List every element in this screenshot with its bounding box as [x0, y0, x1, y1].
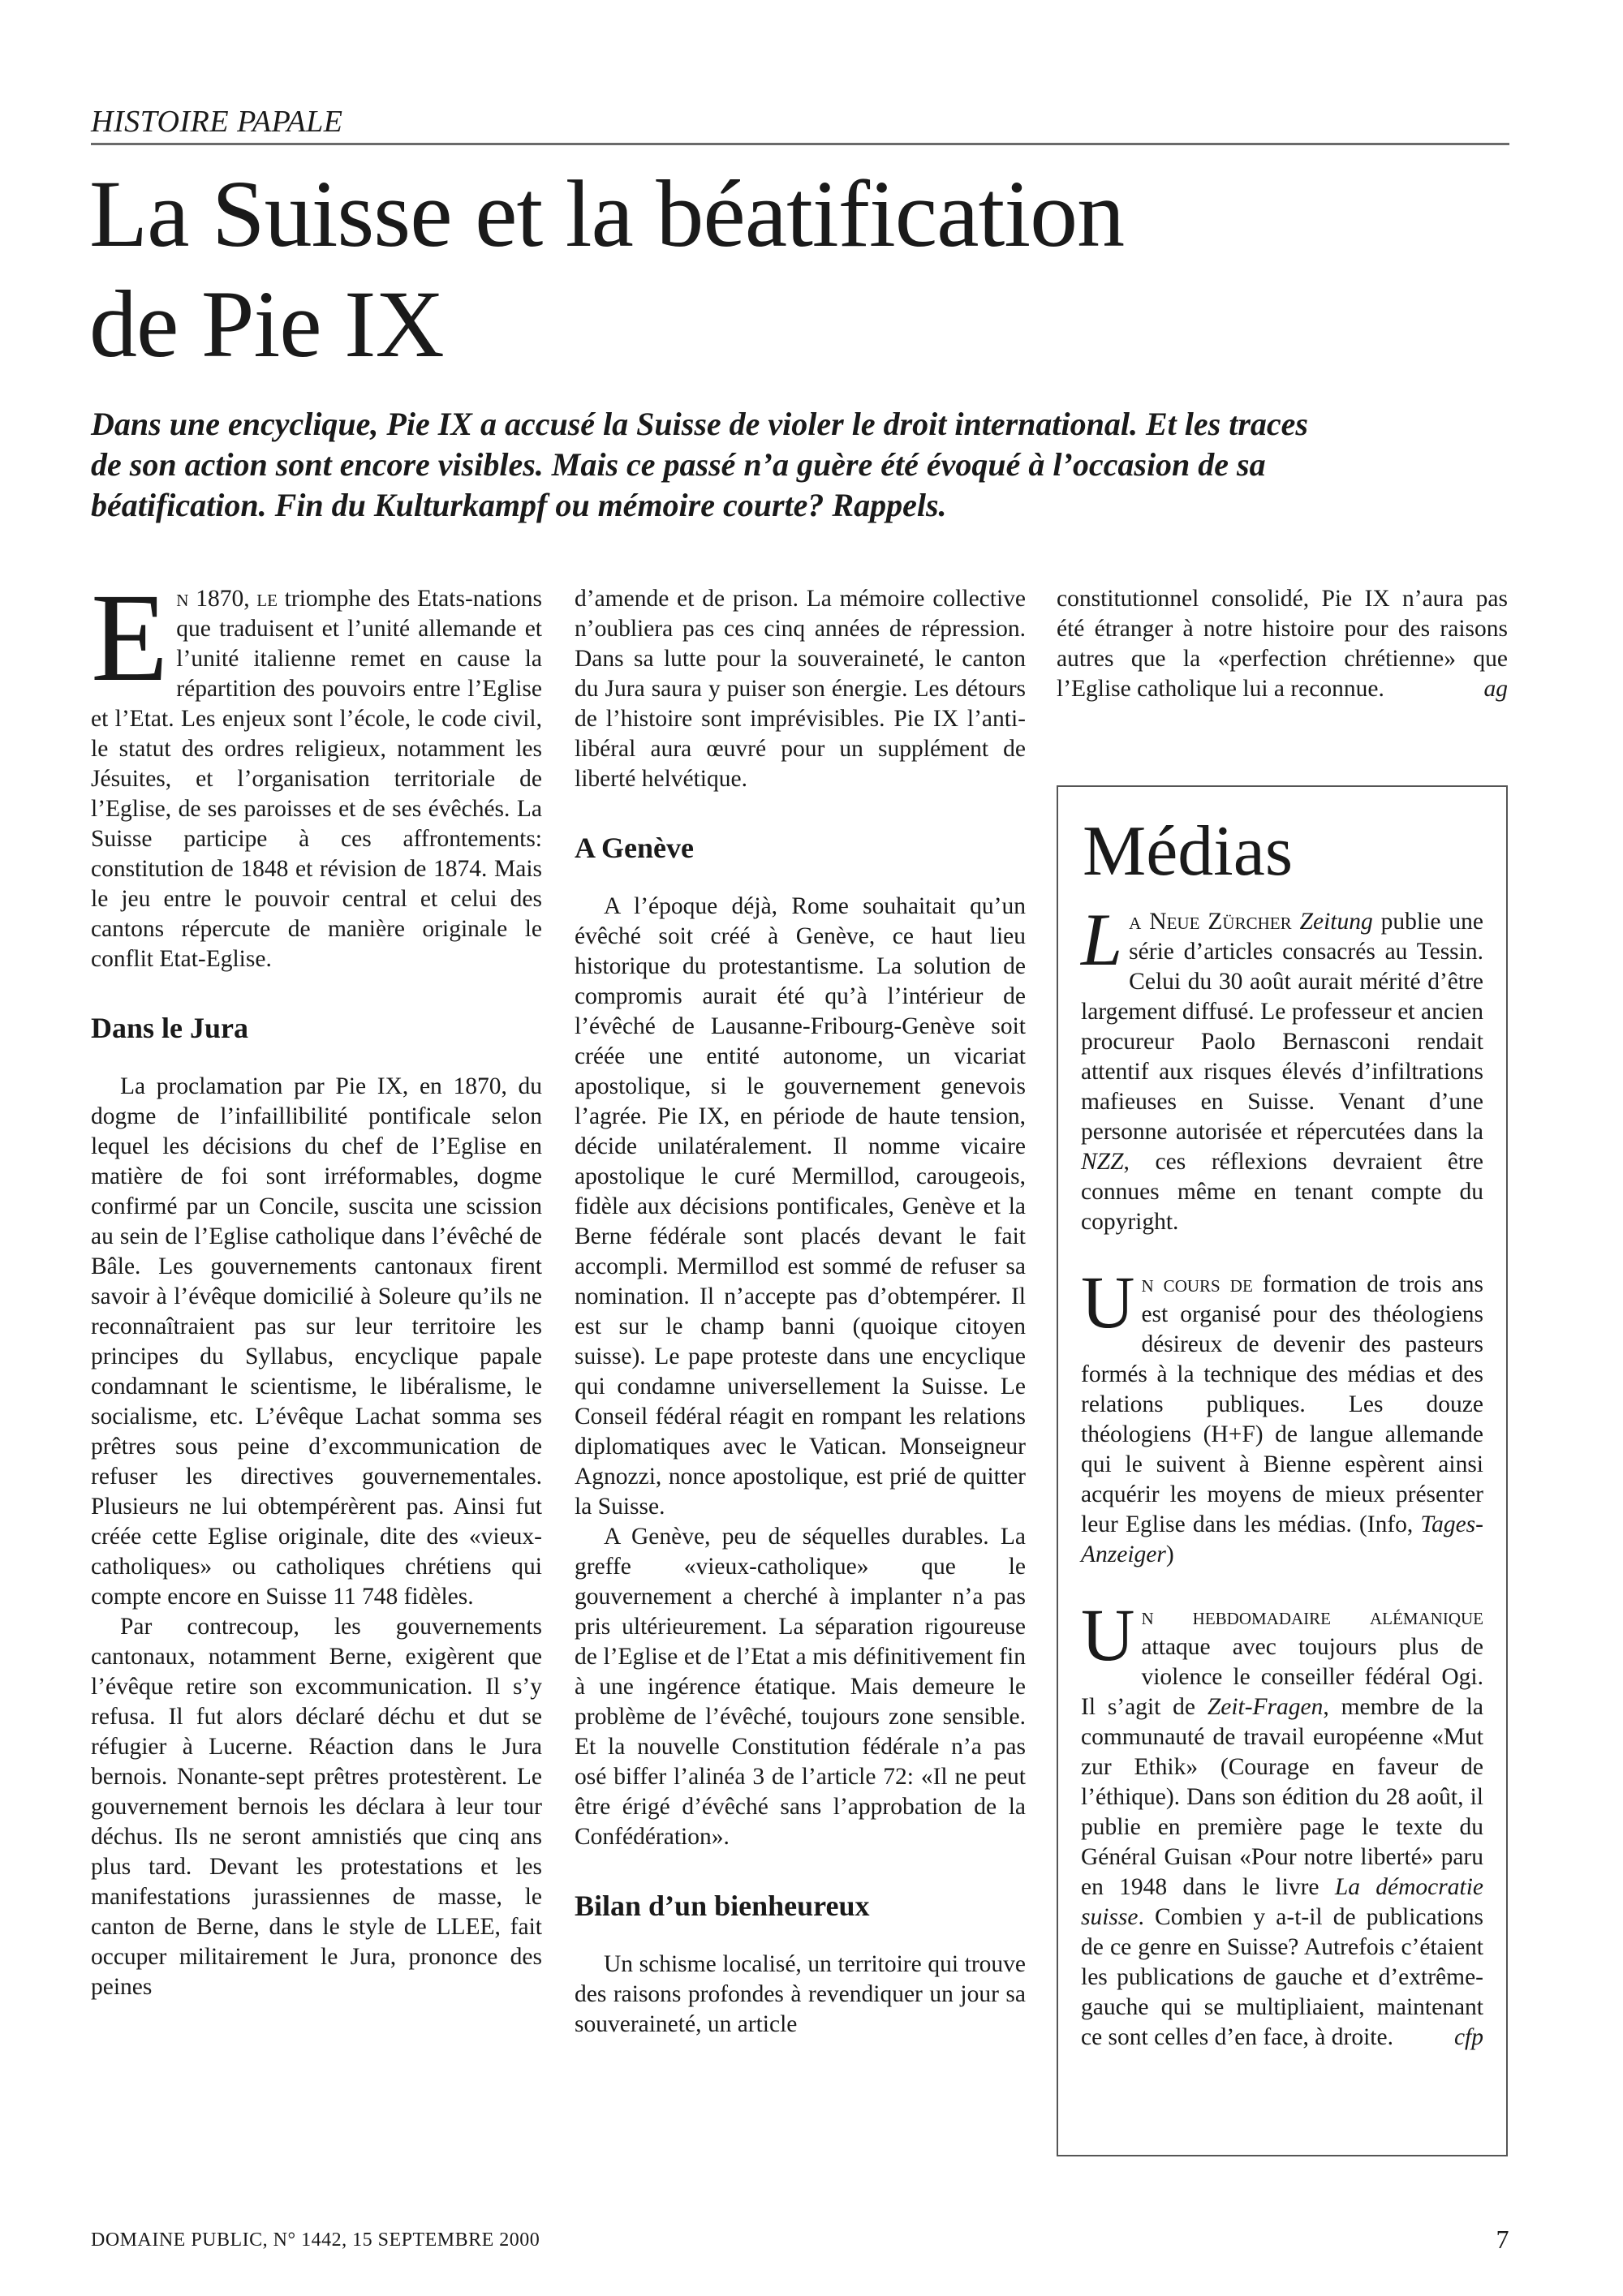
conclusion-text: constitutionnel consolidé, Pie IX n’aura pas été étranger à notre histoire pour des raisons autres que la «perfection chrétienne» que l’Eglise catholique lui a reconnue. — [1057, 586, 1508, 702]
paragraph-geneve-2: A Genève, peu de séquelles durables. La greffe «vieux-catholique» que le gouvernement a cherché à implanter n’a pas pris ultérieurement. La séparation rigoureuse de l’Eglise et de l’Etat a mis définitivement fin à une ingérence étatique. Mais demeure le problème de l’évêché, toujours zone sensible. Et la nouvelle Constitution fédérale n’a pas osé biffer l’alinéa 3 de l’article 72: «Il ne peut être érigé d’évêché sans l’approbation de la Confédération». — [575, 1524, 1026, 1850]
paragraph-continued: d’amende et de prison. La mémoire collective n’oubliera pas ces cinq années de répression. Dans sa lutte pour la souveraineté, le canton du Jura saura y puiser son énergie. Les détours de l’histoire sont imprévisibles. Pie IX l’anti-libéral aura œuvré pour un supplément de liberté helvétique. — [575, 586, 1026, 792]
sidebar-title: Médias — [1083, 812, 1294, 891]
paragraph-jura-1: La proclamation par Pie IX, en 1870, du dogme de l’infaillibilité pontificale selon lequel les décisions du chef de l’Eglise en matière de foi sont irréformables, dogme confirmé par un Concile, suscita une scission au sein de l’Eglise catholique dans l’évêché de Bâle. Les gouvernements cantonaux firent savoir à l’évêque domicilié à Soleure qu’ils ne reconnaîtraient pas sur leur territoire les principes du Syllabus, encyclique papale condamnant le scientisme, le libéralisme, le socialisme, etc. L’évêque Lachat somma ses prêtres sous peine d’excommunication de refuser les directives gouvernementales. Plusieurs ne lui obtempérèrent pas. Ainsi fut créée cette Eglise originale, dite des «vieux-catholiques» ou catholiques chrétiens qui compte encore en Suisse 11 748 fidèles. — [91, 1073, 542, 1610]
drop-cap: L — [1081, 898, 1123, 981]
title-line-1: La Suisse et la béatification — [89, 161, 1125, 267]
title-line-2: de Pie IX — [89, 271, 444, 377]
drop-cap: U — [1081, 1593, 1135, 1676]
paragraph-geneve-1: A l’époque déjà, Rome souhaitait qu’un évêché soit créé à Genève, ce haut lieu historique du protestantisme. La solution de compromis aurait été qu’à l’intérieur de l’évêché de Lausanne-Fribourg-Genève soit créée une entité autonome, un vicariat apostolique, si le gouvernement genevois l’agrée. Pie IX, en période de haute tension, décide unilatéralement. Il nomme vicaire apostolique le curé Mermillod, carougeois, fidèle aux décisions pontificales, Genève et la Berne fédérale sont placés devant le fait accompli. Mermillod est sommé de refuser sa nomination. Il n’accepte pas d’obtempérer. Il est sur le champ banni (quoique citoyen suisse). Le pape proteste dans une encyclique qui condamne universellement la Suisse. Le Conseil fédéral réagit en rompant les relations diplomatiques avec le Vatican. Monseigneur Agnozzi, nonce apostolique, est prié de quitter la Suisse. — [575, 893, 1026, 1520]
intro-small-caps: n 1870, le — [176, 586, 278, 612]
section-kicker: HISTOIRE PAPALE — [91, 102, 1509, 145]
book-title: La démocratie suisse — [1081, 1874, 1483, 1930]
paragraph-conclusion — [1057, 584, 1508, 704]
item-text: formation de trois ans est organisé pour des théologiens désireux de devenir des pasteurs formés à la technique des médias et des relations publiques. Les douze théologiens (H+F) de langue allemande qui le suivent à Bienne espèrent ainsi acquérir les moyens de mieux présenter leur Eglise dans les médias. (Info, — [1081, 1271, 1483, 1537]
author-signature: cfp — [1453, 2024, 1483, 2050]
paragraph-intro — [91, 567, 542, 974]
small-caps-text: a Neue Zürcher — [1129, 909, 1292, 935]
item-text: ) — [1165, 1541, 1174, 1567]
sidebar-item-1 — [1081, 898, 1483, 1237]
column-2 — [575, 584, 1026, 2040]
paragraph-bilan: Un schisme localisé, un territoire qui trouve des raisons profondes à revendiquer un jour sa souveraineté, un article — [575, 1951, 1026, 2037]
subheading-geneve: A Genève — [575, 832, 694, 864]
drop-cap: U — [1081, 1261, 1135, 1344]
newspaper-name: Zeit-Fragen — [1207, 1694, 1324, 1720]
intro-text: triomphe des Etats-nations que traduisent et l’unité allemande et l’unité italienne remet en cause la répartition des pouvoirs entre l’Eglise et l’Etat. Les enjeux sont l’école, le code civil, le statut des ordres religieux, notamment les Jésuites, et l’organisation territoriale de l’Eglise, de ses paroisses et de ses évêchés. La Suisse participe à ces affrontements: constitution de 1848 et révision de 1874. Mais le jeu entre le pouvoir central et celui des cantons répercute de manière originale le conflit Etat-Eglise. — [91, 586, 542, 972]
small-caps-text: n hebdomadaire alémanique — [1141, 1604, 1483, 1630]
sidebar-medias — [1057, 785, 1508, 2156]
item-text: attaque avec toujours plus de violence le conseiller fédéral Ogi. Il s’agit de — [1081, 1634, 1483, 1720]
article-title — [89, 159, 1469, 380]
author-signature: ag — [1483, 676, 1508, 702]
drop-cap: E — [91, 567, 169, 707]
item-text: , ces réflexions devraient être connues même en tenant compte du copyright. — [1081, 1149, 1483, 1235]
newspaper-name: Tages-Anzeiger — [1081, 1511, 1483, 1567]
page-number: 7 — [1496, 2225, 1509, 2254]
publication-info: DOMAINE PUBLIC, N° 1442, 15 SEPTEMBRE 2000 — [91, 2229, 540, 2251]
sidebar-item-3 — [1081, 1593, 1483, 2053]
article-lead: Dans une encyclique, Pie IX a accusé la Suisse de violer le droit international. Et les traces de son action sont encore visibles. Mais ce passé n’a guère été évoqué à l’occasion de sa béatification. Fin du Kulturkampf ou mémoire courte? Rappels. — [91, 406, 1308, 523]
sidebar-item-2 — [1081, 1261, 1483, 1570]
subheading-bilan: Bilan d’un bienheureux — [575, 1890, 870, 1922]
paragraph-jura-2: Par contrecoup, les gouvernements cantonaux, notamment Berne, exigèrent que l’évêque retire son excommunication. Il s’y refusa. Il fut alors déclaré déchu et dut se réfugier à Lucerne. Réaction dans le Jura bernois. Nonante-sept prêtres protestèrent. Le gouvernement bernois les déclara à leur tour déchus. Ils ne seront amnistiés que cinq ans plus tard. Devant les protestations et les manifestations jurassiennes de masse, le canton de Berne, dans le style de LLEE, fait occuper militairement le Jura, prononce des peines — [91, 1614, 542, 2000]
newspaper-abbrev: NZZ — [1081, 1149, 1124, 1175]
item-text: . Combien y a-t-il de publications de ce genre en Suisse? Autrefois c’étaient les publications de gauche et d’extrême-gauche qui se multipliaient, maintenant ce sont celles d’en face, à droite. — [1081, 1904, 1483, 2050]
column-1 — [91, 567, 542, 2002]
newspaper-name: Zeitung — [1299, 909, 1373, 935]
item-text: , membre de la communauté de travail européenne «Mut zur Ethik» (Courage en faveur de l’éthique). Dans son édition du 28 août, il publie en première page le texte du Général Guisan «Pour notre liberté» paru en 1948 dans le livre — [1081, 1694, 1483, 1900]
item-text: publie une série d’articles consacrés au Tessin. Celui du 30 août aurait mérité d’être largement diffusé. Le professeur et ancien procureur Paolo Bernasconi rendait attentif aux risques élevés d’infiltrations mafieuses en Suisse. Venant d’une personne autorisée et répercutées dans la — [1081, 909, 1483, 1145]
subheading-jura: Dans le Jura — [91, 1012, 249, 1044]
small-caps-text: n cours de — [1141, 1271, 1253, 1297]
column-3 — [1057, 584, 1508, 704]
page-footer — [91, 2225, 1509, 2254]
